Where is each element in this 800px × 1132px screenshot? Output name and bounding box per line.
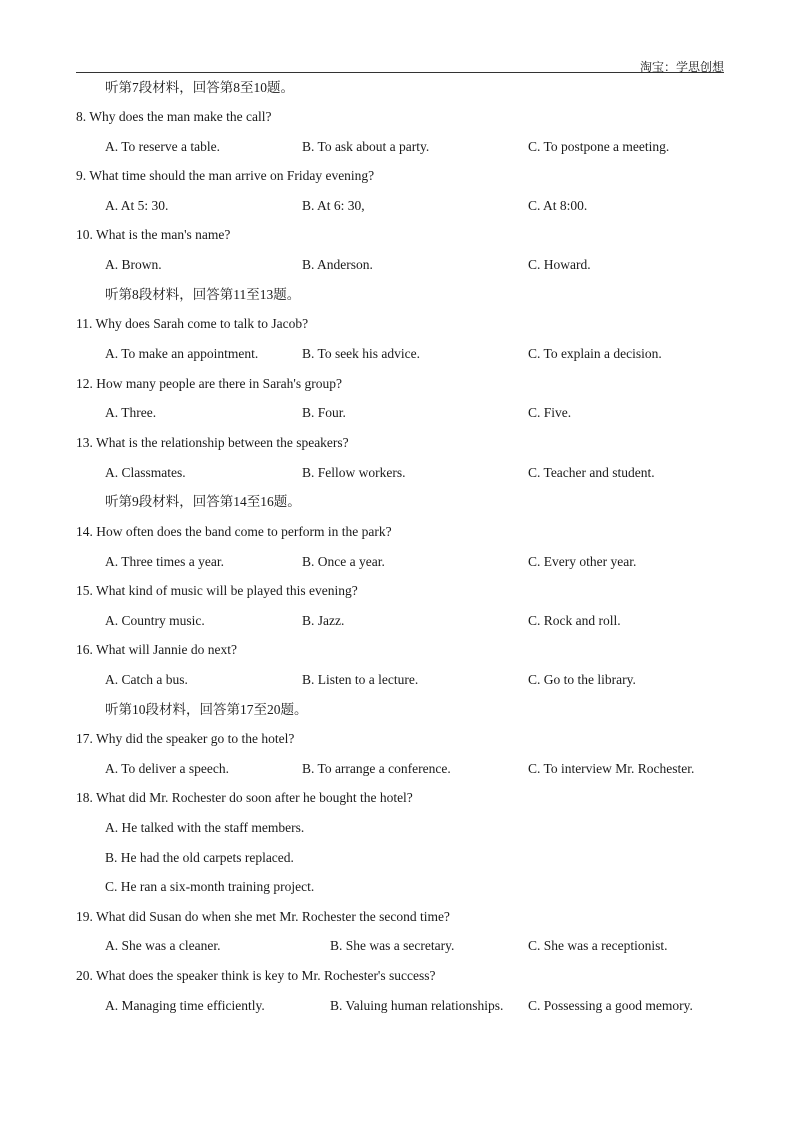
question-11-option-c: C. To explain a decision. xyxy=(528,346,662,361)
question-15: 15. What kind of music will be played this evening? xyxy=(76,583,358,598)
question-8-option-b: B. To ask about a party. xyxy=(302,139,430,154)
page-header xyxy=(76,56,724,73)
question-16-option-b: B. Listen to a lecture. xyxy=(302,672,419,687)
question-10-option-b: B. Anderson. xyxy=(302,257,373,272)
question-15-option-a: A. Country music. xyxy=(105,613,205,628)
question-18-option-b: B. He had the old carpets replaced. xyxy=(105,850,294,865)
question-20: 20. What does the speaker think is key to Mr. Rochester's success? xyxy=(76,968,436,983)
question-8-option-a: A. To reserve a table. xyxy=(105,139,221,154)
question-17-option-b: B. To arrange a conference. xyxy=(302,761,451,776)
question-15-option-b: B. Jazz. xyxy=(302,613,345,628)
header-source-label: 淘宝：学思创想 xyxy=(639,60,724,74)
question-12-option-a: A. Three. xyxy=(105,405,157,420)
question-13-option-c: C. Teacher and student. xyxy=(528,465,655,480)
question-20-option-a: A. Managing time efficiently. xyxy=(105,998,265,1013)
section-heading-7: 听第7段材料，回答第8至10题。 xyxy=(105,80,294,95)
question-8-option-c: C. To postpone a meeting. xyxy=(528,139,670,154)
question-20-option-c: C. Possessing a good memory. xyxy=(528,998,693,1013)
question-18-option-a: A. He talked with the staff members. xyxy=(105,820,305,835)
question-14-option-a: A. Three times a year. xyxy=(105,554,224,569)
question-9: 9. What time should the man arrive on Friday evening? xyxy=(76,168,375,183)
question-10-option-c: C. Howard. xyxy=(528,257,591,272)
section-heading-10: 听第10段材料，回答第17至20题。 xyxy=(105,702,308,717)
question-13-option-b: B. Fellow workers. xyxy=(302,465,406,480)
question-15-option-c: C. Rock and roll. xyxy=(528,613,621,628)
question-9-option-a: A. At 5: 30. xyxy=(105,198,169,213)
section-heading-9: 听第9段材料，回答第14至16题。 xyxy=(105,494,301,509)
question-17-option-c: C. To interview Mr. Rochester. xyxy=(528,761,695,776)
question-19-option-c: C. She was a receptionist. xyxy=(528,938,668,953)
question-17-option-a: A. To deliver a speech. xyxy=(105,761,230,776)
question-11-option-a: A. To make an appointment. xyxy=(105,346,259,361)
question-9-option-c: C. At 8:00. xyxy=(528,198,588,213)
question-19-option-a: A. She was a cleaner. xyxy=(105,938,221,953)
question-19-option-b: B. She was a secretary. xyxy=(330,938,455,953)
question-9-option-b: B. At 6: 30, xyxy=(302,198,365,213)
section-heading-8: 听第8段材料，回答第11至13题。 xyxy=(105,287,301,302)
question-18-option-c: C. He ran a six-month training project. xyxy=(105,879,315,894)
question-16: 16. What will Jannie do next? xyxy=(76,642,237,657)
question-16-option-a: A. Catch a bus. xyxy=(105,672,188,687)
question-12-option-b: B. Four. xyxy=(302,405,346,420)
question-19: 19. What did Susan do when she met Mr. Rochester the second time? xyxy=(76,909,450,924)
question-8: 8. Why does the man make the call? xyxy=(76,109,272,124)
question-13-option-a: A. Classmates. xyxy=(105,465,186,480)
question-18: 18. What did Mr. Rochester do soon after he bought the hotel? xyxy=(76,790,413,805)
question-10-option-a: A. Brown. xyxy=(105,257,162,272)
question-12-option-c: C. Five. xyxy=(528,405,572,420)
question-16-option-c: C. Go to the library. xyxy=(528,672,636,687)
question-17: 17. Why did the speaker go to the hotel? xyxy=(76,731,295,746)
question-14-option-c: C. Every other year. xyxy=(528,554,637,569)
question-14: 14. How often does the band come to perform in the park? xyxy=(76,524,392,539)
question-10: 10. What is the man's name? xyxy=(76,227,231,242)
question-13: 13. What is the relationship between the speakers? xyxy=(76,435,349,450)
question-12: 12. How many people are there in Sarah's group? xyxy=(76,376,342,391)
question-11-option-b: B. To seek his advice. xyxy=(302,346,421,361)
question-20-option-b: B. Valuing human relationships. xyxy=(330,998,504,1013)
question-14-option-b: B. Once a year. xyxy=(302,554,385,569)
question-11: 11. Why does Sarah come to talk to Jacob? xyxy=(76,316,309,331)
